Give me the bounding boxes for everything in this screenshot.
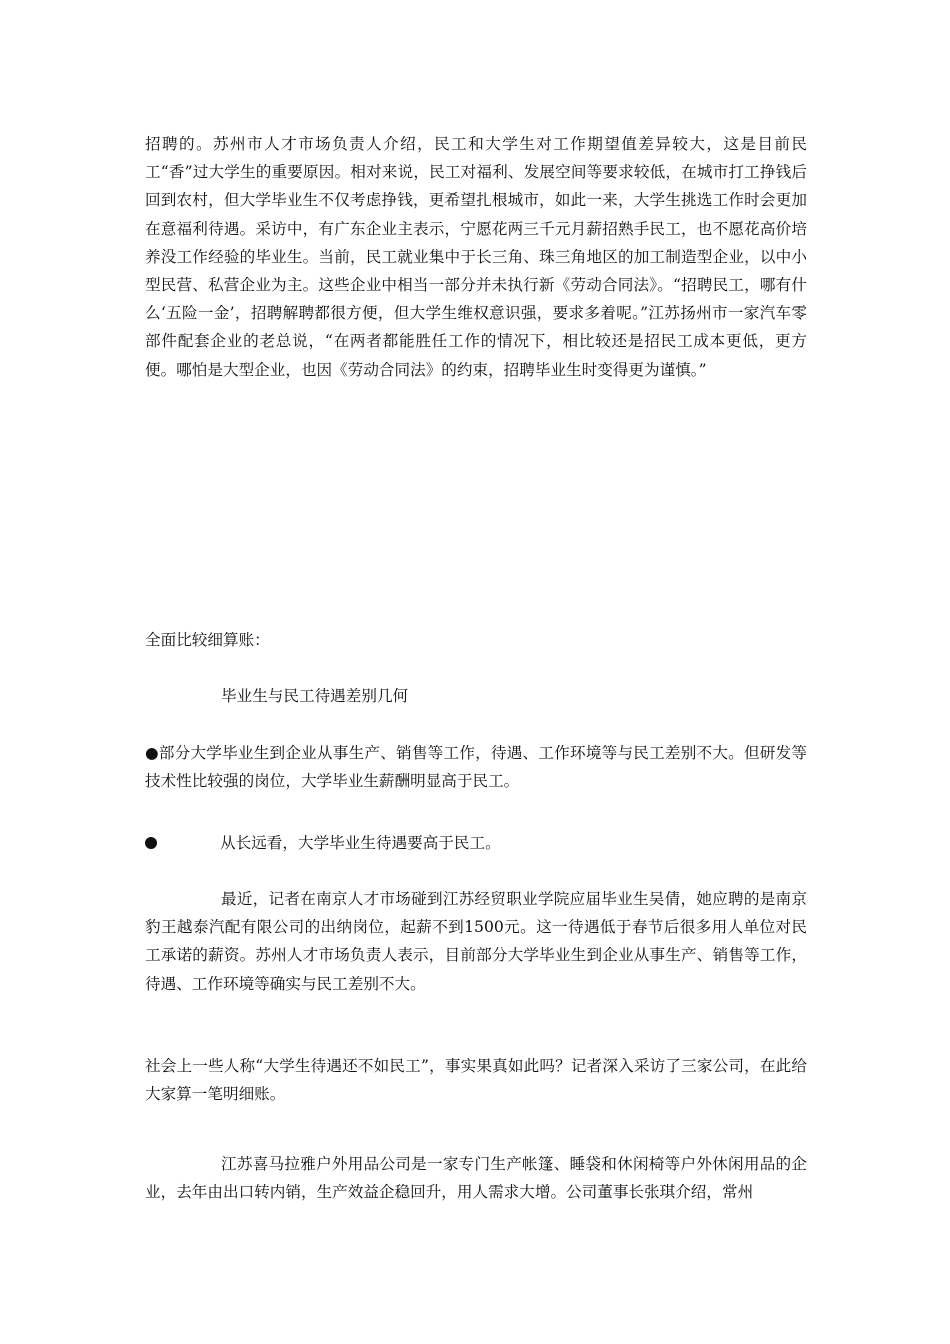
body-paragraph: 最近，记者在南京人才市场碰到江苏经贸职业学院应届毕业生吴倩，她应聘的是南京豹王越泰汽配有限公司的出纳岗位，起薪不到1500元。这一待遇低于春节后很多用人单位对民工承诺的薪资。苏州人才市场负责人表示，目前部分大学毕业生到企业从事生产、销售等工作，待遇、工作环境等确实与民工差别不大。 <box>145 890 807 993</box>
document-page <box>145 0 807 1344</box>
bullet-text: 从长远看，大学毕业生待遇要高于民工。 <box>220 834 501 852</box>
sub-heading: 毕业生与民工待遇差别几何 <box>221 687 409 705</box>
section-heading: 全面比较细算账： <box>145 631 270 649</box>
body-paragraph: 社会上一些人称“大学生待遇还不如民工”，事实果真如此吗？记者深入采访了三家公司，在此给大家算一笔明细账。 <box>145 1057 807 1104</box>
bullet-dot-icon <box>145 837 157 849</box>
body-paragraph: 江苏喜马拉雅户外用品公司是一家专门生产帐篷、睡袋和休闲椅等户外休闲用品的企业，去年由出口转内销，生产效益企稳回升，用人需求大增。公司董事长张琪介绍，常州 <box>145 1155 807 1202</box>
bullet-paragraph: ●部分大学毕业生到企业从事生产、销售等工作，待遇、工作环境等与民工差别不大。但研发等技术性比较强的岗位，大学毕业生薪酬明显高于民工。 <box>145 744 807 791</box>
body-paragraph: 招聘的。苏州市人才市场负责人介绍，民工和大学生对工作期望值差异较大，这是目前民工“香”过大学生的重要原因。相对来说，民工对福利、发展空间等要求较低，在城市打工挣钱后回到农村，但大学毕业生不仅考虑挣钱，更希望扎根城市，如此一来，大学生挑选工作时会更加在意福利待遇。采访中，有广东企业主表示，宁愿花两三千元月薪招熟手民工，也不愿花高价培养没工作经验的毕业生。当前，民工就业集中于长三角、珠三角地区的加工制造型企业，以中小型民营、私营企业为主。这些企业中相当一部分并未执行新《劳动合同法》。“招聘民工，哪有什么‘五险一金’，招聘解聘都很方便，但大学生维权意识强，要求多着呢。”江苏扬州市一家汽车零部件配套企业的老总说，“在两者都能胜任工作的情况下，相比较还是招民工成本更低，更方便。哪怕是大型企业，也因《劳动合同法》的约束，招聘毕业生时变得更为谨慎。” <box>145 135 807 379</box>
